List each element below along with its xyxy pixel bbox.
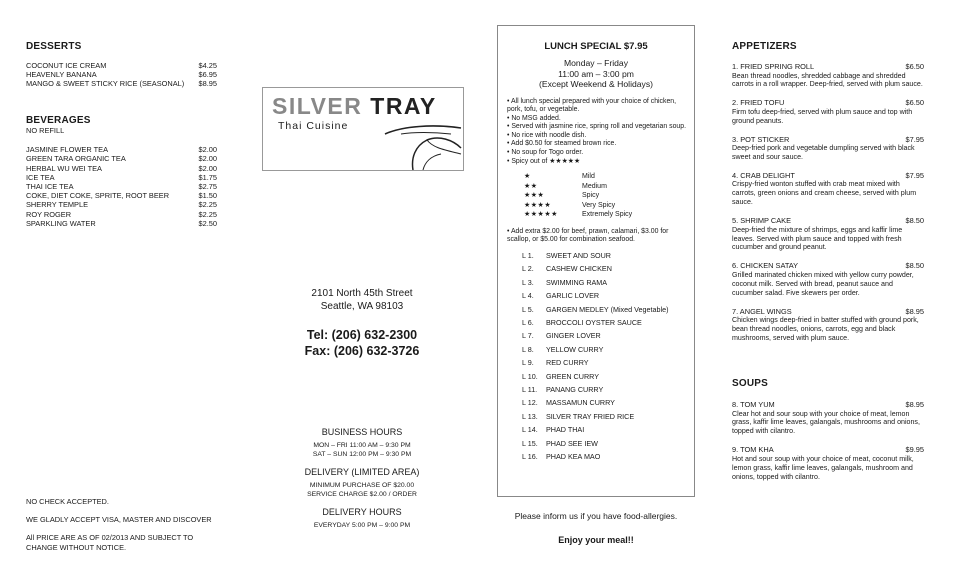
lunch-days: Monday – Friday — [563, 58, 628, 68]
appetizers-item-header — [732, 171, 924, 180]
beverages-title: BEVERAGES — [26, 115, 91, 126]
appetizers-item-price: $7.95 — [905, 170, 924, 180]
beverages-item — [26, 210, 217, 219]
appetizers-item-header — [732, 216, 924, 225]
beverages-item-name: COKE, DIET COKE, SPRITE, ROOT BEER — [26, 191, 170, 201]
business-hours-weekend: SAT – SUN 12:00 PM – 9:30 PM — [312, 451, 412, 458]
beverages-list — [26, 145, 217, 228]
lunch-item-name: GREEN CURRY — [546, 371, 599, 381]
beverages-item — [26, 154, 217, 163]
spice-label: Medium — [582, 182, 607, 190]
lunch-item-name: CASHEW CHICKEN — [546, 264, 612, 274]
spice-level — [510, 191, 694, 201]
desserts-item — [26, 61, 217, 70]
spice-stars-icon: ★ — [524, 173, 531, 181]
lunch-except: (Except Weekend & Holidays) — [539, 79, 653, 89]
lunch-item-code: L 3. — [522, 277, 534, 287]
extra-protein-note: • Add extra $2.00 for beef, prawn, calamari, $3.00 for scallop, or $5.00 for combination seafood. — [507, 227, 669, 244]
address-line2: Seattle, WA 98103 — [320, 301, 404, 312]
appetizers-item — [732, 261, 924, 297]
lunch-item — [522, 303, 694, 316]
lunch-special-box — [497, 25, 695, 497]
desserts-item — [26, 70, 217, 79]
hours-block — [277, 427, 447, 530]
lunch-note: • Served with jasmine rice, spring roll and vegetarian soup. — [507, 123, 686, 131]
lunch-item-code: L 15. — [522, 438, 538, 448]
appetizers-item-description: Grilled marinated chicken mixed with yellow curry powder, coconut milk. Served with bread, peanut sauce and cucumber salad. Five skewers per order. — [732, 270, 914, 297]
cards-note: WE GLADLY ACCEPT VISA, MASTER AND DISCOVER — [26, 515, 212, 525]
lunch-item-code: L 13. — [522, 411, 538, 421]
beverages-item-name: SHERRY TEMPLE — [26, 200, 89, 210]
beverages-item-price: $2.75 — [198, 182, 217, 192]
lunch-item — [522, 410, 694, 423]
desserts-section — [26, 41, 217, 89]
allergy-note: Please inform us if you have food-allergies. — [514, 511, 678, 521]
spice-label: Extremely Spicy — [582, 211, 633, 219]
appetizers-list — [732, 62, 924, 343]
spice-stars-icon: ★★★★ — [524, 201, 552, 209]
soups-list — [732, 400, 924, 481]
beverages-item-name: THAI ICE TEA — [26, 182, 74, 192]
lunch-note: • No MSG added. — [507, 114, 561, 122]
beverages-item-name: SPARKLING WATER — [26, 218, 96, 228]
appetizers-item-header — [732, 307, 924, 316]
lunch-item-code: L 16. — [522, 452, 538, 462]
beverages-item-price: $2.25 — [198, 200, 217, 210]
appetizers-item-name: 6. CHICKEN SATAY — [732, 261, 799, 271]
beverages-item-name: JASMINE FLOWER TEA — [26, 145, 108, 155]
desserts-item-name: MANGO & SWEET STICKY RICE (SEASONAL) — [26, 79, 185, 89]
lunch-item-name: GINGER LOVER — [546, 331, 601, 341]
beverages-item-name: GREEN TARA ORGANIC TEA — [26, 154, 126, 164]
lunch-item-name: PHAD KEA MAO — [546, 452, 601, 462]
soups-item-name: 8. TOM YUM — [732, 400, 775, 409]
policies — [26, 497, 226, 552]
desserts-item-price: $4.25 — [198, 61, 217, 70]
appetizers-item-description: Bean thread noodles, shredded cabbage and shredded carrots in a roll wrapper. Deep-fried, served with plum sauce. — [732, 71, 923, 89]
soups-item-price: $9.95 — [905, 445, 924, 455]
spice-stars-icon: ★★ — [524, 182, 538, 190]
lunch-item-code: L 9. — [522, 358, 534, 368]
appetizers-item-price: $8.50 — [905, 216, 924, 226]
beverages-item-price: $1.75 — [198, 172, 217, 182]
beverages-section — [26, 115, 217, 228]
appetizers-item-description: Firm tofu deep-fried, served with plum sauce and top with ground peanuts. — [732, 107, 913, 125]
lunch-item — [522, 276, 694, 289]
spice-stars-icon: ★★★ — [524, 192, 545, 200]
appetizers-item — [732, 135, 924, 162]
lunch-note: • All lunch special prepared with your choice of chicken, pork, tofu, or vegetable. — [507, 97, 677, 114]
appetizers-item-name: 1. FRIED SPRING ROLL — [732, 62, 815, 71]
desserts-item-name: HEAVENLY BANANA — [26, 70, 97, 80]
beverages-item — [26, 164, 217, 173]
logo-word-silver: SILVER — [272, 93, 363, 119]
lunch-item-name: BROCCOLI OYSTER SAUCE — [546, 317, 642, 327]
lunch-item — [522, 356, 694, 369]
beverages-item-name: ROY ROGER — [26, 209, 72, 219]
appetizers-item-price: $6.50 — [905, 62, 924, 71]
lunch-item-code: L 1. — [522, 250, 534, 260]
appetizers-item-description: Chicken wings deep-fried in batter stuffed with ground pork, bean thread noodles, onions, carrots, egg and black mushrooms, served with plum sauce. — [732, 316, 919, 342]
delivery-hours-title: DELIVERY HOURS — [322, 507, 402, 517]
delivery-hours: EVERYDAY 5:00 PM – 9:00 PM — [313, 522, 411, 529]
delivery-minimum: MINIMUM PURCHASE OF $20.00 — [309, 482, 415, 489]
lunch-item-code: L 4. — [522, 291, 534, 301]
appetizers-item-price: $6.50 — [905, 98, 924, 108]
spice-stars-icon: ★★★★★ — [524, 211, 558, 219]
spice-level — [510, 201, 694, 211]
lunch-item — [522, 450, 694, 463]
beverages-item-price: $2.00 — [198, 163, 217, 173]
lunch-item-code: L 8. — [522, 344, 534, 354]
address-line1: 2101 North 45th Street — [311, 288, 413, 299]
lunch-item-name: PHAD THAI — [546, 425, 585, 435]
lunch-item — [522, 396, 694, 409]
appetizers-item-header — [732, 62, 924, 71]
beverages-item-price: $2.50 — [198, 218, 217, 228]
beverages-note: NO REFILL — [26, 126, 65, 135]
desserts-item-price: $6.95 — [198, 70, 217, 80]
soups-item-price: $8.95 — [905, 400, 924, 409]
no-check-note: NO CHECK ACCEPTED. — [26, 497, 109, 506]
appetizers-item-description: Deep-fried the mixture of shrimps, eggs and kaffir lime leaves. Served with plum sauce and topped with fresh cucumber and ground peanut. — [732, 225, 903, 252]
address — [287, 287, 437, 313]
soups-item — [732, 400, 924, 436]
appetizers-item — [732, 171, 924, 207]
lunch-note: • No soup for Togo order. — [507, 149, 584, 157]
appetizers-item-price: $7.95 — [905, 134, 924, 144]
spice-level — [510, 210, 694, 220]
soups-item-name: 9. TOM KHA — [732, 445, 774, 455]
beverages-item — [26, 191, 217, 200]
fax-number: Fax: (206) 632-3726 — [304, 344, 420, 358]
lunch-item-name: RED CURRY — [546, 358, 589, 368]
lunch-item-name: YELLOW CURRY — [546, 344, 604, 354]
desserts-item-name: COCONUT ICE CREAM — [26, 61, 107, 70]
appetizers-item-name: 7. ANGEL WINGS — [732, 306, 792, 316]
lunch-item — [522, 437, 694, 450]
spice-label: Spicy — [582, 192, 600, 200]
logo-title — [272, 93, 437, 120]
logo-subtitle: Thai Cuisine — [278, 120, 349, 132]
soups-item-description: Clear hot and sour soup with your choice of meat, lemon grass, kaffir lime leaves, galangals, mushrooms and onions, topped with cilantro. — [732, 409, 920, 436]
beverages-item-price: $2.25 — [198, 209, 217, 219]
lunch-item — [522, 249, 694, 262]
spice-level — [510, 182, 694, 192]
lunch-title: LUNCH SPECIAL $7.95 — [544, 41, 648, 52]
lunch-item-name: GARGEN MEDLEY (Mixed Vegetable) — [546, 304, 669, 314]
soups-item-header — [732, 400, 924, 409]
appetizers-item-header — [732, 98, 924, 107]
spice-levels — [510, 172, 694, 220]
beverages-item — [26, 200, 217, 209]
lunch-item-name: PANANG CURRY — [546, 385, 604, 394]
phone-block — [277, 327, 447, 359]
prices-note-line2: CHANGE WITHOUT NOTICE. — [26, 542, 127, 552]
desserts-item-price: $8.95 — [198, 79, 217, 89]
lunch-item-code: L 10. — [522, 371, 538, 381]
lunch-item-name: GARLIC LOVER — [546, 291, 600, 301]
beverages-item-name: ICE TEA — [26, 172, 55, 182]
soups-title: SOUPS — [732, 378, 769, 389]
lunch-notes — [507, 98, 686, 167]
lunch-hours — [498, 58, 694, 90]
phone-number: Tel: (206) 632-2300 — [306, 328, 418, 342]
appetizers-item — [732, 307, 924, 343]
lunch-item — [522, 383, 694, 396]
beverages-item-price: $1.50 — [198, 191, 217, 201]
appetizers-item-name: 5. SHRIMP CAKE — [732, 216, 792, 226]
lunch-item-name: PHAD SEE IEW — [546, 438, 598, 448]
lunch-items — [522, 249, 694, 464]
appetizers-section — [732, 41, 924, 352]
lunch-item — [522, 343, 694, 356]
spice-level — [510, 172, 694, 182]
lunch-note: • No rice with noodle dish. — [507, 131, 587, 139]
appetizers-item — [732, 216, 924, 252]
spice-label: Very Spicy — [582, 201, 616, 209]
lunch-item-code: L 2. — [522, 264, 534, 274]
soups-item-description: Hot and sour soup with your choice of meat, coconut milk, lemon grass, kaffir lime leaves, galangals, mushroom and onions, topped with cilantro. — [732, 454, 914, 481]
lunch-time: 11:00 am – 3:00 pm — [558, 68, 634, 79]
beverages-item — [26, 145, 217, 154]
appetizers-item-header — [732, 261, 924, 270]
lunch-item — [522, 370, 694, 383]
prices-note-line1: All PRICE ARE AS OF 02/2013 AND SUBJECT TO — [26, 533, 194, 543]
lunch-item-code: L 11. — [522, 385, 538, 394]
delivery-charge: SERVICE CHARGE $2.00 / ORDER — [307, 491, 417, 498]
business-hours-weekday: MON – FRI 11:00 AM – 9:30 PM — [313, 442, 411, 449]
lunch-note: • Add $0.50 for steamed brown rice. — [507, 140, 617, 148]
beverages-item-price: $2.00 — [198, 145, 217, 155]
lunch-item — [522, 262, 694, 275]
spice-label: Mild — [582, 173, 595, 181]
appetizers-item-price: $8.95 — [905, 306, 924, 316]
beverages-item — [26, 219, 217, 228]
lunch-item — [522, 329, 694, 342]
appetizers-item-name: 2. FRIED TOFU — [732, 98, 785, 108]
appetizers-item-name: 3. POT STICKER — [732, 134, 790, 144]
lunch-item-code: L 12. — [522, 398, 538, 408]
beverages-item — [26, 173, 217, 182]
delivery-title: DELIVERY (LIMITED AREA) — [304, 467, 420, 477]
appetizers-item — [732, 62, 924, 89]
lunch-item-code: L 14. — [522, 425, 538, 435]
appetizers-title: APPETIZERS — [732, 41, 797, 52]
beverages-item-price: $2.00 — [198, 154, 217, 164]
lunch-item-name: MASSAMUN CURRY — [546, 398, 615, 408]
lunch-item-code: L 5. — [522, 304, 534, 314]
appetizers-item-price: $8.50 — [905, 261, 924, 271]
lunch-item-name: SWEET AND SOUR — [546, 250, 611, 260]
desserts-item — [26, 79, 217, 88]
soups-section — [732, 378, 924, 490]
business-hours-title: BUSINESS HOURS — [321, 427, 403, 437]
beverages-item — [26, 182, 217, 191]
enjoy-note: Enjoy your meal!! — [558, 535, 634, 545]
desserts-title: DESSERTS — [26, 41, 82, 52]
appetizers-item-description: Crispy-fried wonton stuffed with crab meat mixed with carrots, green onions and cream cheese, served with plum sauce. — [732, 180, 917, 207]
lunch-item — [522, 316, 694, 329]
soups-item — [732, 445, 924, 481]
soups-item-header — [732, 445, 924, 454]
appetizers-item-header — [732, 135, 924, 144]
appetizers-item-name: 4. CRAB DELIGHT — [732, 170, 795, 180]
lunch-item — [522, 289, 694, 302]
lunch-item-name: SILVER TRAY FRIED RICE — [546, 411, 635, 421]
appetizers-item — [732, 98, 924, 125]
desserts-list — [26, 61, 217, 89]
logo — [262, 87, 464, 171]
lunch-item-name: SWIMMING RAMA — [546, 277, 608, 287]
lunch-item-code: L 6. — [522, 317, 534, 327]
appetizers-item-description: Deep-fried pork and vegetable dumpling served with black sweet and sour sauce. — [732, 144, 915, 162]
lunch-note: • Spicy out of ★★★★★ — [507, 157, 581, 165]
beverages-item-name: HERBAL WU WEI TEA — [26, 163, 102, 173]
lunch-item — [522, 423, 694, 436]
lunch-item-code: L 7. — [522, 331, 534, 341]
logo-word-tray: TRAY — [370, 93, 437, 119]
